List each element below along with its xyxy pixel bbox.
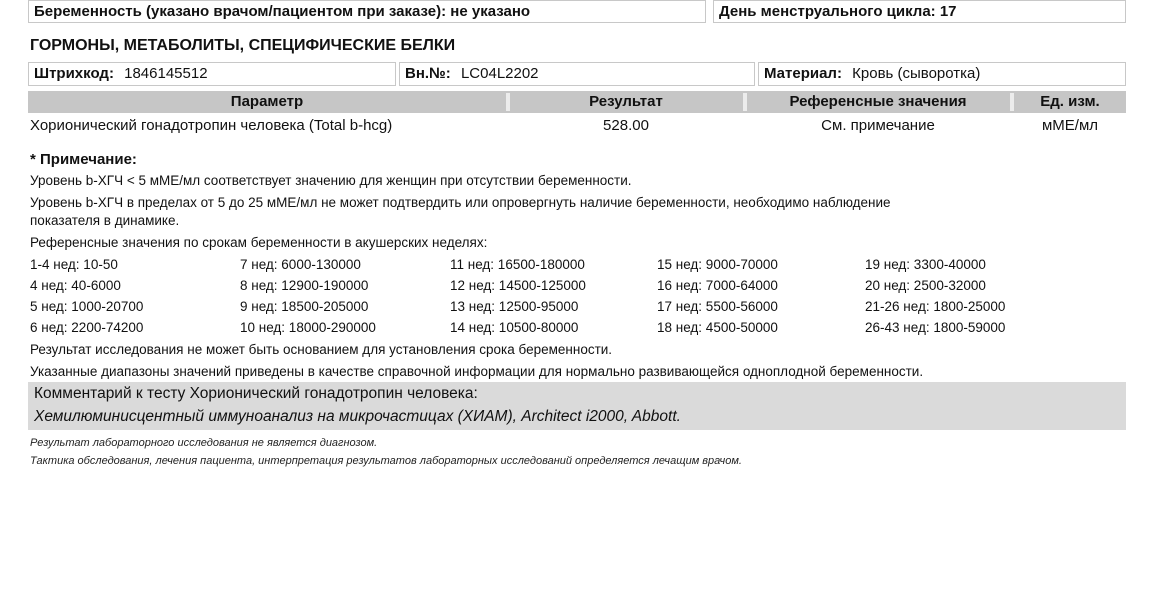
barcode-value: 1846145512 <box>124 65 208 82</box>
results-table-header <box>28 91 1126 113</box>
pregnancy-status-box <box>28 0 706 23</box>
note-line-negative: Уровень b-ХГЧ < 5 мМЕ/мл соответствует значению для женщин при отсутствии беременности. <box>30 173 632 188</box>
ref-cell: 21-26 нед: 1800-25000 <box>865 299 1006 314</box>
ref-cell: 26-43 нед: 1800-59000 <box>865 320 1006 335</box>
note-line-borderline: Уровень b-ХГЧ в пределах от 5 до 25 мМЕ/мл не может подтвердить или опровергнуть наличие беременности, необходимо наблюдение <box>30 195 891 210</box>
header-reference: Референсные значения <box>789 93 967 110</box>
internal-number-label: Вн.№: <box>405 65 451 82</box>
test-comment-box <box>28 382 1126 430</box>
ref-cell: 13 нед: 12500-95000 <box>450 299 579 314</box>
ref-cell: 6 нед: 2200-74200 <box>30 320 144 335</box>
header-parameter: Параметр <box>230 93 304 110</box>
comment-method: Хемилюминисцентный иммуноанализ на микрочастицах (ХИАМ), Architect i2000, Abbott. <box>34 408 681 425</box>
ref-cell: 8 нед: 12900-190000 <box>240 278 369 293</box>
ref-cell: 16 нед: 7000-64000 <box>657 278 778 293</box>
ref-cell: 4 нед: 40-6000 <box>30 278 121 293</box>
material-label: Материал: <box>764 65 842 82</box>
ref-cell: 10 нед: 18000-290000 <box>240 320 376 335</box>
row-unit: мМЕ/мл <box>1041 117 1099 134</box>
internal-number-value: LC04L2202 <box>460 65 539 82</box>
ref-cell: 11 нед: 16500-180000 <box>450 257 585 272</box>
pregnancy-status: Беременность (указано врачом/пациентом при заказе): не указано <box>34 3 531 20</box>
barcode-box <box>28 62 396 86</box>
header-result: Результат <box>589 93 663 110</box>
row-reference: См. примечание <box>821 117 935 134</box>
header-unit: Ед. изм. <box>1040 93 1100 110</box>
comment-title: Комментарий к тесту Хорионический гонадотропин человека: <box>34 385 478 402</box>
note-line-reference-disclaimer: Указанные диапазоны значений приведены в качестве справочной информации для нормально развивающейся одноплодной беременности. <box>30 364 924 379</box>
note-line-not-for-dating: Результат исследования не может быть основанием для установления срока беременности. <box>30 342 613 357</box>
cycle-day: День менструального цикла: 17 <box>719 3 957 20</box>
ref-cell: 12 нед: 14500-125000 <box>450 278 586 293</box>
ref-cell: 17 нед: 5500-56000 <box>657 299 778 314</box>
internal-number-box <box>399 62 755 86</box>
disclaimer-line-2: Тактика обследования, лечения пациента, интерпретация результатов лабораторных исследований определяется лечащим врачом. <box>30 455 742 467</box>
material-value: Кровь (сыворотка) <box>852 65 981 82</box>
row-parameter: Хорионический гонадотропин человека (Total b-hcg) <box>30 117 393 134</box>
ref-cell: 15 нед: 9000-70000 <box>657 257 778 272</box>
ref-cell: 9 нед: 18500-205000 <box>240 299 369 314</box>
ref-cell: 7 нед: 6000-130000 <box>240 257 361 272</box>
section-title: ГОРМОНЫ, МЕТАБОЛИТЫ, СПЕЦИФИЧЕСКИЕ БЕЛКИ <box>30 37 456 54</box>
note-ref-intro: Референсные значения по срокам беременности в акушерских неделях: <box>30 235 488 250</box>
ref-cell: 5 нед: 1000-20700 <box>30 299 144 314</box>
note-title: * Примечание: <box>30 151 137 168</box>
cycle-day-box <box>713 0 1126 23</box>
ref-cell: 1-4 нед: 10-50 <box>30 257 118 272</box>
ref-cell: 18 нед: 4500-50000 <box>657 320 778 335</box>
ref-cell: 19 нед: 3300-40000 <box>865 257 986 272</box>
disclaimer-line-1: Результат лабораторного исследования не является диагнозом. <box>30 437 378 449</box>
ref-cell: 14 нед: 10500-80000 <box>450 320 579 335</box>
barcode-label: Штрихкод: <box>34 65 114 82</box>
note-line-borderline-cont: показателя в динамике. <box>30 213 180 228</box>
ref-cell: 20 нед: 2500-32000 <box>865 278 986 293</box>
row-result: 528.00 <box>603 117 649 134</box>
material-box <box>758 62 1126 86</box>
